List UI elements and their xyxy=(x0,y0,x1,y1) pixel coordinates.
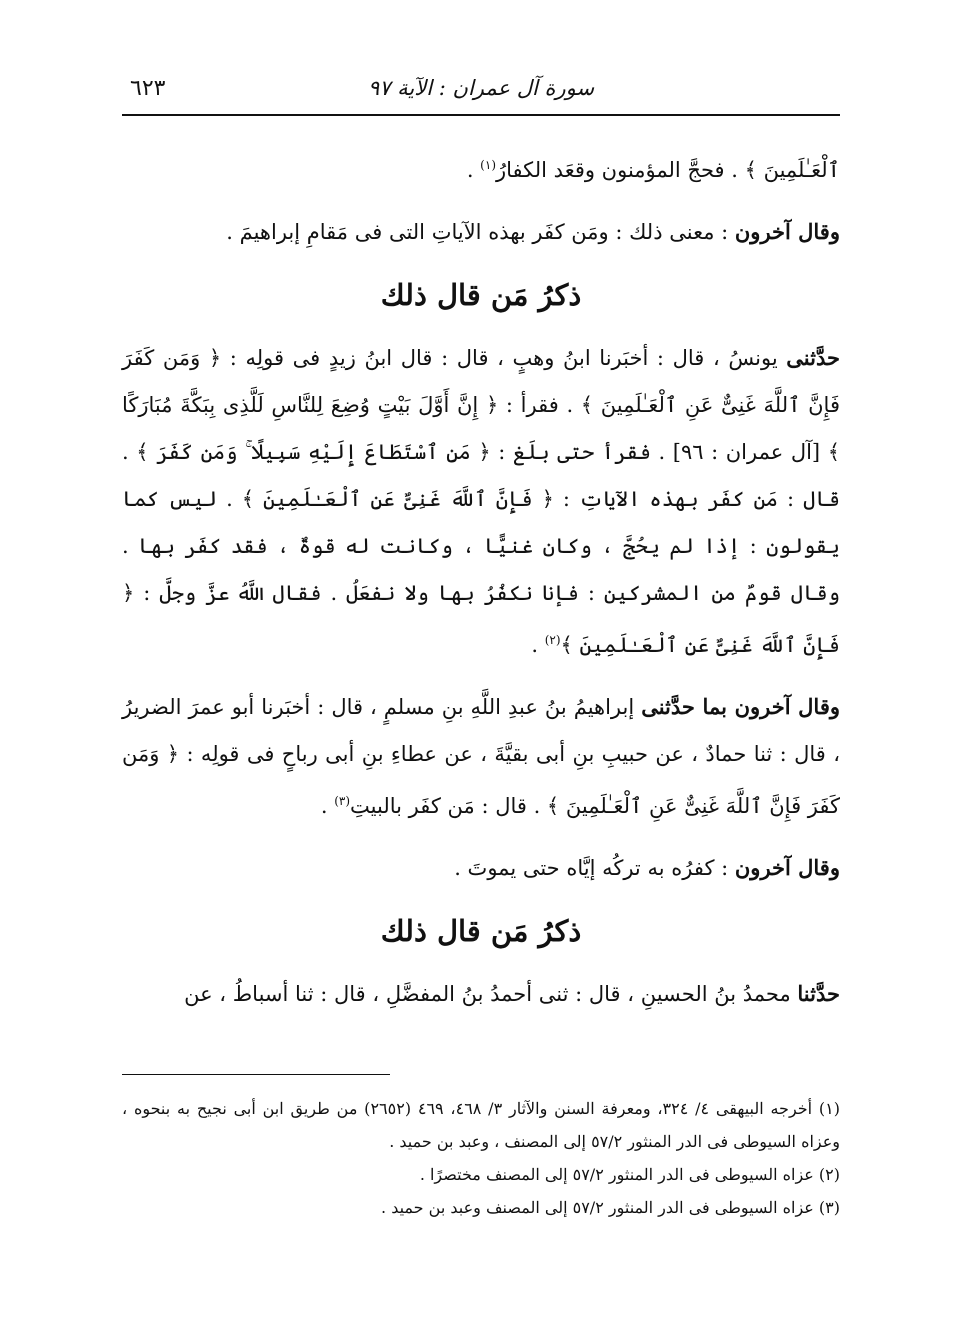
paragraph-2 xyxy=(122,208,840,256)
footnote-2: (٢) عزاه السيوطى فى الدر المنثور ٥٧/٢ إلى المصنف مختصرًا . xyxy=(419,1165,840,1184)
paragraph-3 xyxy=(122,334,840,669)
paragraph-1 xyxy=(122,142,840,194)
paragraph-2-text: : معنى ذلك : ومَن كفَر بهذه الآياتِ التى فى مَقامِ إبراهيمَ . xyxy=(226,220,735,244)
paragraph-1-text: ٱلْعَـٰلَمِينَ ﴾ . فحجَّ المؤمنون وقعَد الكفارُ xyxy=(496,158,840,182)
paragraph-4-lead: وقال آخرون بما حدَّثنى xyxy=(641,694,841,719)
footnote-ref-1: (١) xyxy=(480,158,496,172)
footnotes xyxy=(122,1092,840,1224)
paragraph-2-lead: وقال آخرون xyxy=(734,219,840,244)
footnote-1: (١) أخرجه البيهقى ٤/ ٣٢٤، ومعرفة السنن والآثار ٣/ ٤٦٨، ٤٦٩ (٢٦٥٢) من طريق ابن أبى نجيح به بنحوه ، وعزاه السيوطى فى الدر المنثور ٥٧/٢ إلى المصنف ، وعبد بن حميد . xyxy=(122,1099,840,1151)
paragraph-6 xyxy=(122,970,840,1018)
paragraph-5-text: : كفرُه به تركُه إيَّاه حتى يموتَ . xyxy=(454,856,735,880)
main-text xyxy=(122,142,840,1032)
footnote-ref-2: (٢) xyxy=(544,633,561,647)
footnote-3: (٣) عزاه السيوطى فى الدر المنثور ٥٧/٢ إلى المصنف وعبد بن حميد . xyxy=(381,1198,840,1217)
paragraph-6-lead: حدَّثنا xyxy=(797,981,840,1006)
book-page xyxy=(122,52,840,1292)
header-rule xyxy=(122,114,840,116)
paragraph-6-text: محمدُ بنُ الحسينِ ، قال : ثنى أحمدُ بنُ المفضَّلِ ، قال : ثنا أسباطُ ، عن xyxy=(184,982,798,1006)
paragraph-4-end: . xyxy=(320,794,335,818)
paragraph-3-lead: حدَّثنى xyxy=(786,345,840,370)
footnote-separator xyxy=(122,1074,390,1075)
paragraph-4 xyxy=(122,683,840,830)
paragraph-5-lead: وقال آخرون xyxy=(734,855,840,880)
section-heading-2: ذكرُ مَن قال ذلك xyxy=(380,914,582,948)
paragraph-3-text: يونسُ ، قال : أخبَرنا ابنُ وهبٍ ، قال : قال ابنُ زيدٍ فى قولِه : ﴿ وَمَن كَفَرَ فَإِنَّ ٱللَّهَ غَنِىٌّ عَنِ ٱلْعَـٰلَمِينَ ﴾ . فقرأ : ﴿ إِنَّ أَوَّلَ بَيْتٍ وُضِعَ لِلنَّاسِ لَلَّذِى بِبَكَّةَ مُبَارَكًا ﴾ [آل عمران : ٩٦] . فقرأ حتى بلَغ : ﴿ مَنِ ٱسْتَطَاعَ إِلَيْهِ سَبِيلًا ۚ وَمَن كَفَرَ ﴾ . قال : مَن كفَر بهذه الآياتِ : ﴿ فَإِنَّ ٱللَّهَ غَنِىٌّ عَنِ ٱلْعَـٰلَمِينَ ﴾ . ليس كما يقولون : إذا لم يحُجَّ ، وكان غنيًّا ، وكانت له قوةٌ ، فقد كفَر بها . وقال قومٌ من المشركين : فإنا نكفُرُ بها ولا نفعَلُ . فقال اللَّهُ عزَّ وجلَّ : ﴿ فَإِنَّ ٱللَّهَ غَنِىٌّ عَنِ ٱلْعَـٰلَمِينَ ﴾ xyxy=(122,346,840,657)
surah-title: سورة آل عمران : الآية ٩٧ xyxy=(367,76,595,100)
paragraph-5 xyxy=(122,844,840,892)
paragraph-1-end: . xyxy=(466,158,481,182)
paragraph-3-end: . xyxy=(531,633,545,657)
page-number: ٦٢٣ xyxy=(130,76,166,101)
running-head xyxy=(122,70,840,110)
footnote-ref-3: (٣) xyxy=(334,794,351,808)
section-heading-1: ذكرُ مَن قال ذلك xyxy=(380,278,582,312)
paragraph-4-text: إبراهيمُ بنُ عبدِ اللَّهِ بنِ مسلمٍ ، قال : أخبَرنا أبو عمرَ الضريرُ ، قال : ثنا حمادٌ ، عن حبيبِ بنِ أبى بقيَّةَ ، عن عطاءِ بنِ أبى رباحٍ فى قولِه : ﴿ وَمَن كَفَرَ فَإِنَّ ٱللَّهَ غَنِىٌّ عَنِ ٱلْعَـٰلَمِينَ ﴾ . قال : مَن كفَر بالبيتِ xyxy=(122,695,840,818)
